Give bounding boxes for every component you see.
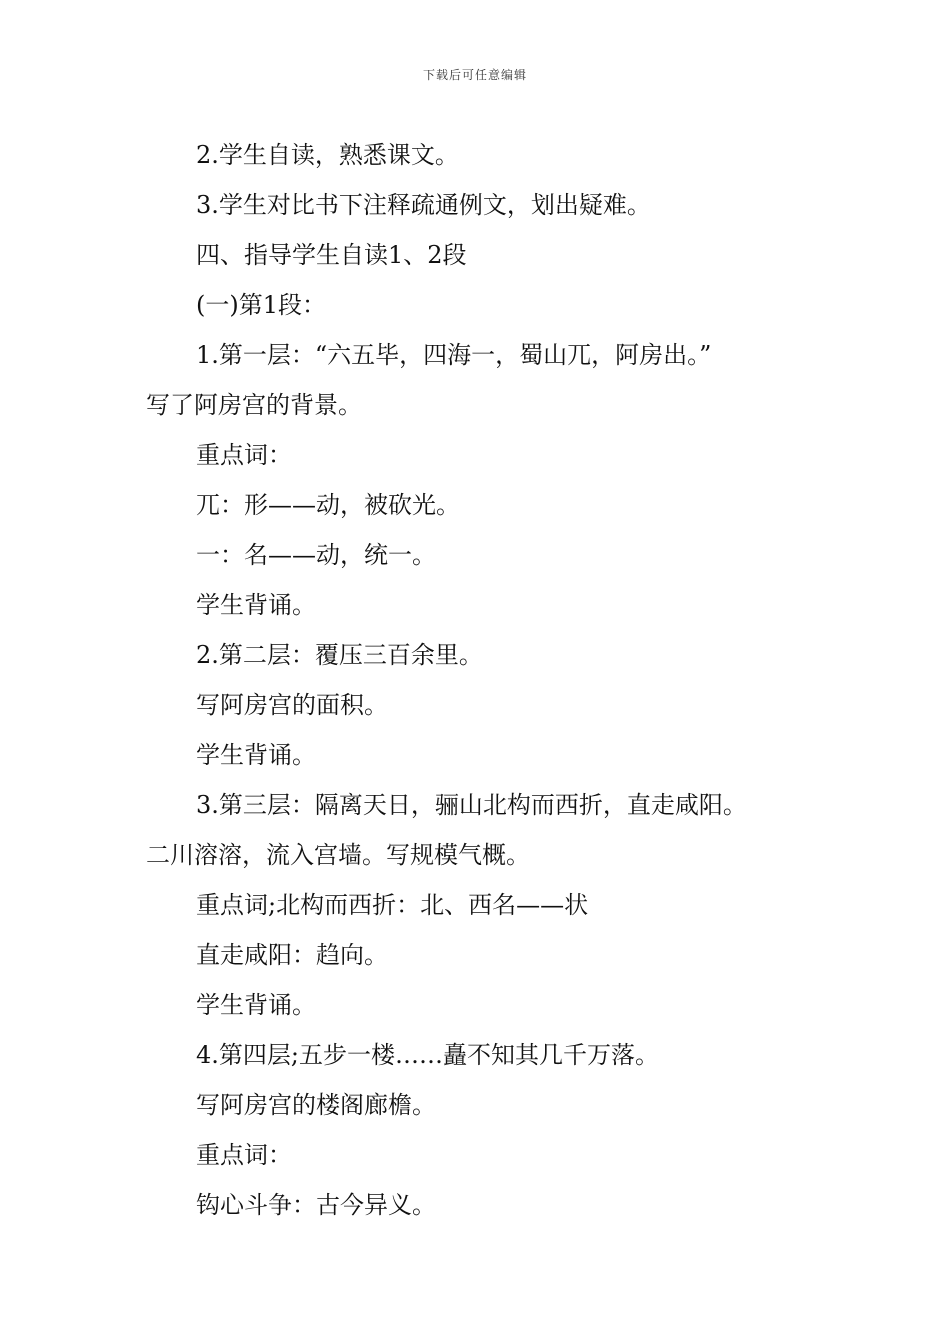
document-body (146, 130, 826, 1230)
page-header: 下载后可任意编辑 (422, 68, 527, 82)
paragraph-11: 2.第二层：覆压三百余里。 (196, 641, 483, 669)
paragraph-3: 四、指导学生自读1、2段 (196, 241, 467, 269)
paragraph-22: 钩心斗争：古今异义。 (196, 1191, 436, 1219)
paragraph-19: 4.第四层;五步一楼……矗不知其几千万落。 (196, 1041, 659, 1069)
paragraph-12: 写阿房宫的面积。 (196, 691, 388, 719)
paragraph-1: 2.学生自读，熟悉课文。 (196, 141, 459, 169)
paragraph-9: 一：名——动，统一。 (196, 541, 436, 569)
paragraph-10: 学生背诵。 (196, 591, 316, 619)
paragraph-5: 1.第一层：“六五毕，四海一，蜀山兀，阿房出。” (196, 341, 712, 369)
paragraph-17: 直走咸阳：趋向。 (196, 941, 388, 969)
paragraph-18: 学生背诵。 (196, 991, 316, 1019)
paragraph-7: 重点词： (196, 441, 292, 469)
paragraph-16: 重点词;北构而西折：北、西名——状 (196, 891, 589, 919)
paragraph-6: 写了阿房宫的背景。 (146, 391, 362, 419)
paragraph-2: 3.学生对比书下注释疏通例文，划出疑难。 (196, 191, 651, 219)
paragraph-4: (一)第1段： (196, 291, 326, 319)
paragraph-8: 兀：形——动，被砍光。 (196, 491, 460, 519)
paragraph-20: 写阿房宫的楼阁廊檐。 (196, 1091, 436, 1119)
paragraph-14: 3.第三层：隔离天日，骊山北构而西折，直走咸阳。 (196, 791, 747, 819)
paragraph-13: 学生背诵。 (196, 741, 316, 769)
paragraph-15: 二川溶溶，流入宫墙。写规模气概。 (146, 841, 530, 869)
paragraph-21: 重点词： (196, 1141, 292, 1169)
